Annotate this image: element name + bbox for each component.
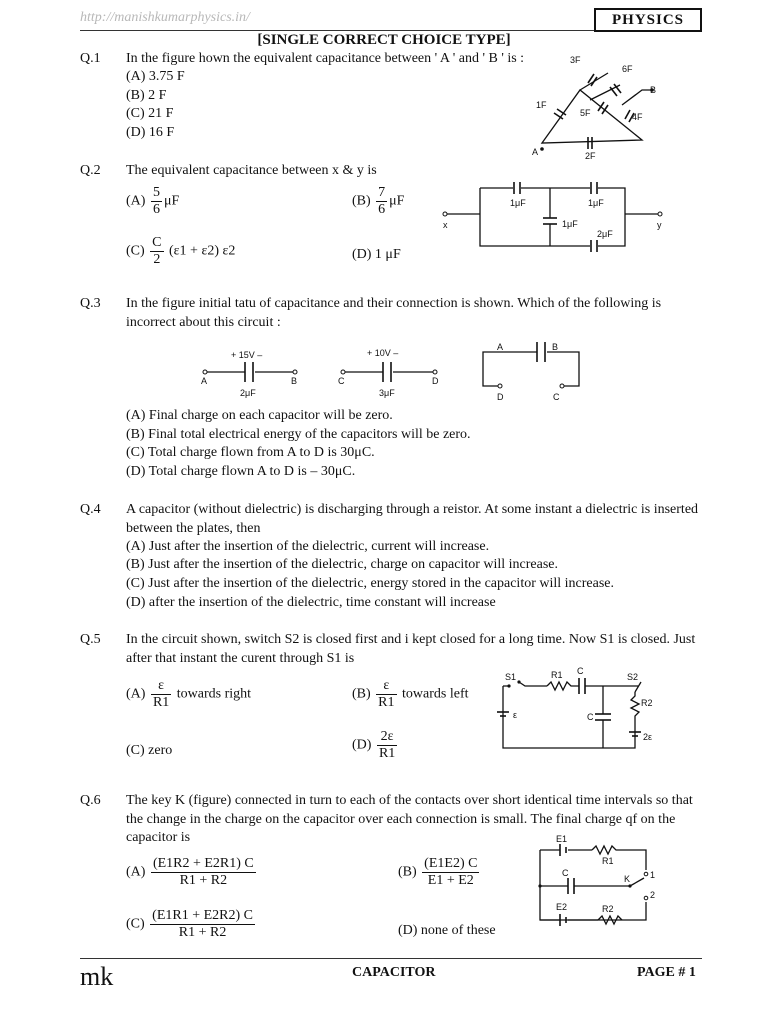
question-text: The key K (figure) connected in turn to each of the contacts over short identical time intervals so that the change in the charge on the capacitor over each connection is small. The final charge qf on the capacitor is <box>126 793 693 845</box>
q2-label-c3: 1μF <box>562 219 578 229</box>
q1-label-b: B <box>650 85 657 95</box>
q6-label-e2: E2 <box>556 902 568 912</box>
q2-option-d: (D) 1 μF <box>352 247 401 262</box>
question-number: Q.3 <box>80 296 101 311</box>
q2-option-b: (B) $\frac{7}{6}$ μF <box>352 185 405 217</box>
question-number: Q.1 <box>80 51 101 66</box>
q5-option-d: (D) $\frac{2\varepsilon}{R1}$ <box>352 729 396 761</box>
q3-option-b: (B) Final total electrical energy of the capacitors will be zero. <box>126 427 471 442</box>
footer-chapter: CAPACITOR <box>352 965 436 980</box>
q6-figure <box>530 830 670 930</box>
q4-option-a: (A) Just after the insertion of the dielectric, current will increase. <box>126 539 490 554</box>
q2-label-c4: 2μF <box>597 229 613 239</box>
q5-label-r2: R2 <box>641 698 653 708</box>
q1-option-c: (C) 21 F <box>126 106 174 121</box>
q1-label-a: A <box>532 147 539 157</box>
section-title: [SINGLE CORRECT CHOICE TYPE] <box>257 32 511 48</box>
question-number: Q.4 <box>80 502 101 517</box>
q1-label-3f: 3F <box>570 55 581 65</box>
q5-option-b: (B) $\frac{\varepsilon}{R1}$ towards left <box>352 678 469 710</box>
q2-option-c: (C) $\frac{C}{2}$ (ε1 + ε2) ε2 <box>126 235 236 267</box>
q3-option-d: (D) Total charge flown A to D is – 30μC. <box>126 464 356 479</box>
question-number: Q.6 <box>80 793 101 808</box>
q6-label-1: 1 <box>650 870 656 880</box>
q1-figure <box>530 55 670 165</box>
q6-label-r2: R2 <box>602 904 614 914</box>
q3-label-b2: B <box>552 342 559 352</box>
q4-option-c: (C) Just after the insertion of the dielectric, energy stored in the capacitor will increase. <box>126 576 615 591</box>
q5-label-2e: 2ε <box>643 732 653 742</box>
q3-label-d2: D <box>497 392 504 402</box>
question-text: The equivalent capacitance between x & y is <box>126 163 377 178</box>
q5-label-r1: R1 <box>551 670 563 680</box>
q5-label-s1: S1 <box>505 672 517 682</box>
q2-figure <box>440 180 670 260</box>
q1-label-5f: 5F <box>580 108 591 118</box>
q6-label-r1: R1 <box>602 856 614 866</box>
q2-label-x: x <box>443 220 448 230</box>
q5-label-s2: S2 <box>627 672 639 682</box>
q1-label-2f: 2F <box>585 151 596 161</box>
question-text: In the figure initial tatu of capacitance and their connection is shown. Which of the following is incorrect about this circuit : <box>126 296 662 330</box>
q3-option-c: (C) Total charge flown from A to D is 30μC. <box>126 445 375 460</box>
header-url[interactable]: http://manishkumarphysics.in/ <box>80 10 250 25</box>
q3-label-v1: + 15V – <box>231 350 263 360</box>
q5-option-a: (A) $\frac{\varepsilon}{R1}$ towards right <box>126 678 252 710</box>
footer-logo: mk <box>80 962 114 991</box>
q1-label-6f: 6F <box>622 64 633 74</box>
q6-label-c: C <box>562 868 569 878</box>
q3-label-cap2: 3μF <box>379 388 395 398</box>
q6-option-c: (C) $\frac{(E1R1 + E2R2) C}{R1 + R2}$ <box>126 908 254 940</box>
question-text: In the figure hown the equivalent capacitance between ' A ' and ' B ' is : <box>126 51 525 66</box>
q3-label-c2: C <box>553 392 560 402</box>
footer-page: PAGE # 1 <box>637 965 696 980</box>
q3-label-c1: C <box>338 376 345 386</box>
question-number: Q.5 <box>80 632 101 647</box>
q1-label-1f: 1F <box>536 100 547 110</box>
q1-option-a: (A) 3.75 F <box>126 69 185 84</box>
q3-figure <box>195 340 595 405</box>
q5-label-c-top: C <box>577 666 584 676</box>
q3-label-a1: A <box>201 376 208 386</box>
question-text: A capacitor (without dielectric) is discharging through a reistor. At some instant a dielectric is inserted between the plates, then <box>126 502 699 536</box>
q6-label-k: K <box>624 874 631 884</box>
q1-option-b: (B) 2 F <box>126 88 167 103</box>
q3-label-v2: + 10V – <box>367 348 399 358</box>
q5-figure <box>495 668 665 753</box>
q6-option-d: (D) none of these <box>398 923 496 938</box>
q3-label-cap1: 2μF <box>240 388 256 398</box>
q3-label-b1: B <box>291 376 298 386</box>
q6-label-e1: E1 <box>556 834 568 844</box>
q5-option-c: (C) zero <box>126 743 173 758</box>
q5-label-c-mid: C <box>587 712 594 722</box>
q6-option-a: (A) $\frac{(E1R2 + E2R1) C}{R1 + R2}$ <box>126 856 254 888</box>
q2-label-c1: 1μF <box>510 198 526 208</box>
footer-rule <box>80 958 702 959</box>
q3-label-d1: D <box>432 376 439 386</box>
q1-label-4f: 4F <box>632 112 643 122</box>
q3-label-a2: A <box>497 342 504 352</box>
subject-box: PHYSICS <box>594 8 702 32</box>
q5-label-e: ε <box>513 710 518 720</box>
q3-option-a: (A) Final charge on each capacitor will be zero. <box>126 408 393 423</box>
question-number: Q.2 <box>80 163 101 178</box>
q2-label-c2: 1μF <box>588 198 604 208</box>
q6-option-b: (B) $\frac{(E1E2) C}{E1 + E2}$ <box>398 856 478 888</box>
q2-option-a: (A) $\frac{5}{6}$ μF <box>126 185 180 217</box>
q4-option-b: (B) Just after the insertion of the dielectric, charge on capacitor will increase. <box>126 557 559 572</box>
q4-option-d: (D) after the insertion of the dielectric, time constant will increase <box>126 595 496 610</box>
q6-label-2: 2 <box>650 890 656 900</box>
q1-option-d: (D) 16 F <box>126 125 175 140</box>
question-text: In the circuit shown, switch S2 is closed first and i kept closed for a long time. Now S1 is closed. Just after that instant the curent through S1 is <box>126 632 696 666</box>
q2-label-y: y <box>657 220 662 230</box>
